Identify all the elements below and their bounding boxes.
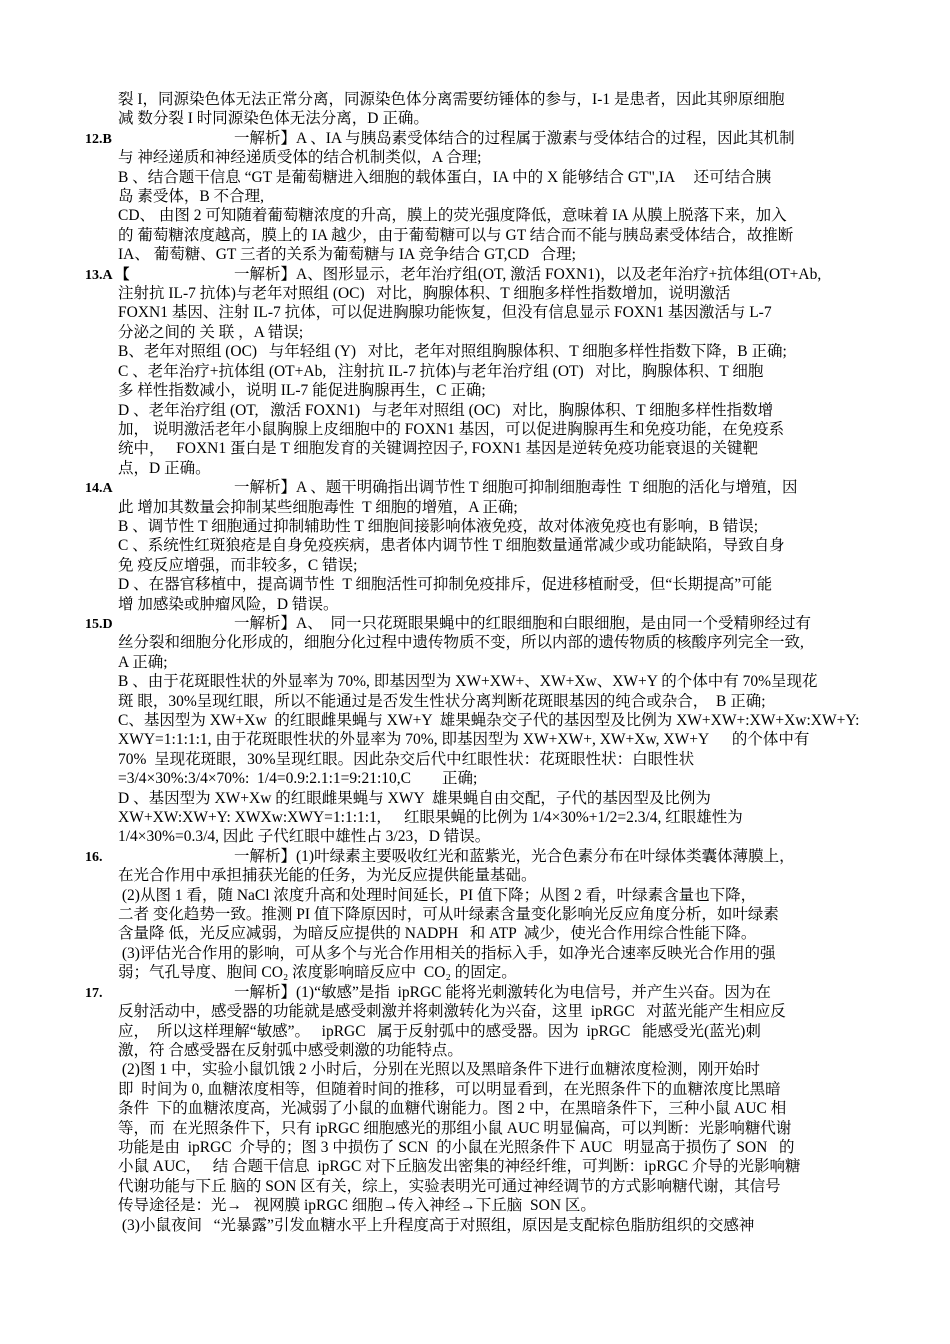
text-line: 多 样性指数减小，说明 IL-7 能促进胸腺再生，C 正确; (118, 382, 486, 400)
text-line: 条件 下的血糖浓度高，光减弱了小鼠的血糖代谢能力。图 2 中，在黑暗条件下，三种小鼠 AUC 相 (118, 1100, 787, 1118)
text-line: 反射活动中，感受器的功能就是感受刺激并将刺激转化为兴奋，这里 ipRGC 对蓝光能产生相应反 (118, 1003, 786, 1021)
text-line: 一解析】A、 同一只花斑眼果蝇中的红眼细胞和白眼细胞，是由同一个受精卵经过有 (234, 614, 811, 632)
text-line: 小鼠 AUC， 结 合题干信息 ipRGC 对下丘脑发出密集的神经纤维，可判断：ipRGC 介导的光影响糖 (118, 1158, 801, 1176)
answer-number: 17. (85, 985, 103, 1001)
answer-block (85, 983, 888, 1235)
text-line: 等，而 在光照条件下，只有 ipRGC 细胞感光的那组小鼠 AUC 明显偏高，可以判断：光影响糖代谢 (118, 1119, 792, 1137)
text-line: 在光合作用中承担捕获光能的任务，为光反应提供能量基础。 (118, 867, 537, 885)
text-line: 即 时间为 0, 血糖浓度相等，但随着时间的推移，可以明显看到，在光照条件下的血糖浓度比黑暗 (118, 1080, 781, 1098)
answer-lines (118, 614, 888, 847)
text-line: (2)图 1 中，实验小鼠饥饿 2 小时后，分别在光照以及黑暗条件下进行血糖浓度检测，刚开始时 (118, 1061, 760, 1079)
answer-block (85, 129, 888, 265)
answer-block (85, 478, 888, 614)
answer-block (85, 614, 888, 847)
answer-lines (118, 983, 888, 1235)
text-line: 一解析】(1)“敏感”是指 ipRGC 能将光刺激转化为电信号，并产生兴奋。因为在 (234, 983, 771, 1001)
text-line: 一解析】A、图形显示，老年治疗组(OT, 激活 FOXN1)，以及老年治疗+抗体组(OT+Ab, (234, 265, 822, 283)
text-line: 一解析】A 、IA 与胰岛素受体结合的过程属于激素与受体结合的过程，因此其机制 (234, 129, 795, 147)
text-line: 与 神经递质和神经递质受体的结合机制类似，A 合理; (118, 149, 482, 167)
text-line: 的 葡萄糖浓度越高，膜上的 IA 越少，由于葡萄糖可以与 GT 结合而不能与胰岛素受体结合，故推断 (118, 226, 794, 244)
text-line: 丝分裂和细胞分化形成的，细胞分化过程中遗传物质不变，所以内部的遗传物质的核酸序列完全一致, (118, 634, 804, 652)
text-line: 免 疫反应增强，而非较多，C 错误; (118, 556, 358, 574)
text-line: B 、调节性 T 细胞通过抑制辅助性 T 细胞间接影响体液免疫，故对体液免疫也有影响，B 错误; (118, 517, 759, 535)
text-line: 岛 素受体，B 不合理, (118, 188, 264, 206)
text-line: (3)小鼠夜间 “光暴露”引发血糖水平上升程度高于对照组，原因是支配棕色脂肪组织的交感神 (118, 1216, 755, 1234)
text-line: (2)从图 1 看，随 NaCl 浓度升高和处理时间延长，PI 值下降；从图 2 看，叶绿素含量也下降， (118, 886, 757, 904)
text-line: (3)评估光合作用的影响，可从多个与光合作用相关的指标入手，如净光合速率反映光合作用的强 (118, 944, 776, 962)
text-line: A 正确; (118, 653, 168, 671)
intro-paragraph (118, 90, 888, 129)
text-line: 一解析】A 、题干明确指出调节性 T 细胞可抑制细胞毒性 T 细胞的活化与增殖，因 (234, 479, 798, 497)
text-line: 功能是由 ipRGC 介导的；图 3 中损伤了 SCN 的小鼠在光照条件下 AUC 明显高于损伤了 SON 的 (118, 1138, 795, 1156)
text-line: 斑 眼，30%呈现红眼，所以不能通过是否发生性状分离判断花斑眼基因的纯合或杂合， B 正确; (118, 692, 766, 710)
text-line: C 、系统性红斑狼疮是自身免疫疾病，患者体内调节性 T 细胞数量通常减少或功能缺陷，导致自身 (118, 537, 785, 555)
answer-block (85, 265, 888, 478)
text-line: B 、由于花斑眼性状的外显率为 70%, 即基因型为 XW+XW+、XW+Xw、XW+Y 的个体中有 70%呈现花 (118, 673, 818, 691)
text-line: C、基因型为 XW+Xw 的红眼雌果蝇与 XW+Y 雄果蝇杂交子代的基因型及比例为 XW+XW+:XW+Xw:XW+Y: (118, 712, 860, 729)
text-line: 此 增加其数量会抑制某些细胞毒性 T 细胞的增殖，A 正确; (118, 498, 518, 516)
text-line: 分泌之间的 关 联 ，A 错误; (118, 323, 304, 341)
answer-lines (118, 478, 888, 614)
text-line: IA、 葡萄糖、GT 三者的关系为葡萄糖与 IA 竞争结合 GT,CD 合理; (118, 246, 576, 264)
text-line: 注射抗 IL-7 抗体)与老年对照组 (OC) 对比，胸腺体积、T 细胞多样性指数增加，说明激活 (118, 285, 731, 303)
text-line: D 、在器官移植中，提高调节性 T 细胞活性可抑制免疫排斥，促进移植耐受，但“长期提高”可能 (118, 576, 773, 594)
text-line: 减 数分裂 I 时同源染色体无法分离，D 正确。 (118, 110, 429, 128)
answer-number: 14.A (85, 481, 113, 497)
text-line: B、老年对照组 (OC) 与年轻组 (Y) 对比，老年对照组胸腺体积、T 细胞多样性指数下降，B 正确; (118, 343, 787, 361)
answer-key-content (85, 90, 888, 1235)
text-line: XW+XW:XW+Y: XWXw:XWY=1:1:1:1, 红眼果蝇的比例为 1/4×30%+1/2=2.3/4, 红眼雄性为 (118, 809, 743, 827)
answer-number: 16. (85, 849, 103, 865)
answer-lines (118, 265, 888, 478)
text-line: 增 加感染或肿瘤风险，D 错误。 (118, 595, 339, 613)
text-line: 应， 所以这样理解“敏感”。 ipRGC 属于反射弧中的感受器。因为 ipRGC 能感受光(蓝光)刺 (118, 1022, 761, 1040)
text-line: XWY=1:1:1:1, 由于花斑眼性状的外显率为 70%, 即基因型为 XW+XW+, XW+Xw, XW+Y 的个体中有 (118, 731, 810, 749)
answer-number: 13.A 【 (85, 267, 130, 283)
text-line: B 、结合题干信息 “GT 是葡萄糖进入细胞的载体蛋白，IA 中的 X 能够结合 GT",IA 还可结合胰 (118, 168, 772, 186)
text-line: 70% 呈现花斑眼，30%呈现红眼。因此杂交后代中红眼性状：花斑眼性状：白眼性状 (118, 750, 695, 768)
answer-number: 12.B (85, 131, 112, 147)
text-line: 代谢功能与下丘 脑的 SON 区有关，综上，实验表明光可通过神经调节的方式影响糖代谢，其信号 (118, 1177, 781, 1195)
text-line: D 、基因型为 XW+Xw 的红眼雌果蝇与 XWY 雄果蝇自由交配，子代的基因型及比例为 (118, 789, 711, 807)
text-line: D 、老年治疗组 (OT, 激活 FOXN1) 与老年对照组 (OC) 对比，胸腺体积、T 细胞多样性指数增 (118, 401, 774, 419)
answer-block (85, 847, 888, 983)
text-line: C 、老年治疗+抗体组 (OT+Ab, 注射抗 IL-7 抗体)与老年治疗组 (OT) 对比，胸腺体积、T 细胞 (118, 362, 764, 380)
text-line: 二者 变化趋势一致。推测 PI 值下降原因时，可从叶绿素含量变化影响光反应角度分析，如叶绿素 (118, 906, 779, 924)
text-line: =3/4×30%:3/4×70%: 1/4=0.9:2.1:1=9:21:10,C 正确; (118, 770, 478, 788)
text-line: 点，D 正确。 (118, 459, 211, 477)
text-line: 裂 I，同源染色体无法正常分离，同源染色体分离需要纺锤体的参与，I-1 是患者，因此其卵原细胞 (118, 91, 785, 108)
text-line: 弱；气孔导度、胞间 CO₂ 浓度影响暗反应中 CO₂ 的固定。 (118, 964, 517, 982)
answer-lines (118, 129, 888, 265)
text-line: 统中， FOXN1 蛋白是 T 细胞发育的关键调控因子, FOXN1 基因是逆转免疫功能衰退的关键靶 (118, 440, 758, 458)
answer-lines (118, 847, 888, 983)
answers (85, 129, 888, 1235)
text-line: 激，符 合感受器在反射弧中感受刺激的功能特点。 (118, 1041, 463, 1059)
text-line: FOXN1 基因、注射 IL-7 抗体，可以促进胸腺功能恢复，但没有信息显示 FOXN1 基因激活与 L-7 (118, 304, 772, 322)
text-line: CD、 由图 2 可知随着葡萄糖浓度的升高，膜上的荧光强度降低，意味着 IA 从膜上脱落下来，加入 (118, 207, 787, 225)
text-line: 一解析】(1)叶绿素主要吸收红光和蓝紫光，光合色素分布在叶绿体类囊体薄膜上， (234, 847, 795, 865)
text-line: 加， 说明激活老年小鼠胸腺上皮细胞中的 FOXN1 基因，可以促进胸腺再生和免疫功能，在免疫系 (118, 420, 785, 438)
text-line: 1/4×30%=0.3/4, 因此 子代红眼中雄性占 3/23，D 错误。 (118, 828, 491, 846)
text-line: 含量降 低，光反应减弱，为暗反应提供的 NADPH 和 ATP 减少，使光合作用综合性能下降。 (118, 925, 757, 943)
answer-number: 15.D (85, 616, 113, 632)
text-line: 传导途径是：光→ 视网膜 ipRGC 细胞→传入神经→下丘脑 SON 区。 (118, 1197, 596, 1215)
